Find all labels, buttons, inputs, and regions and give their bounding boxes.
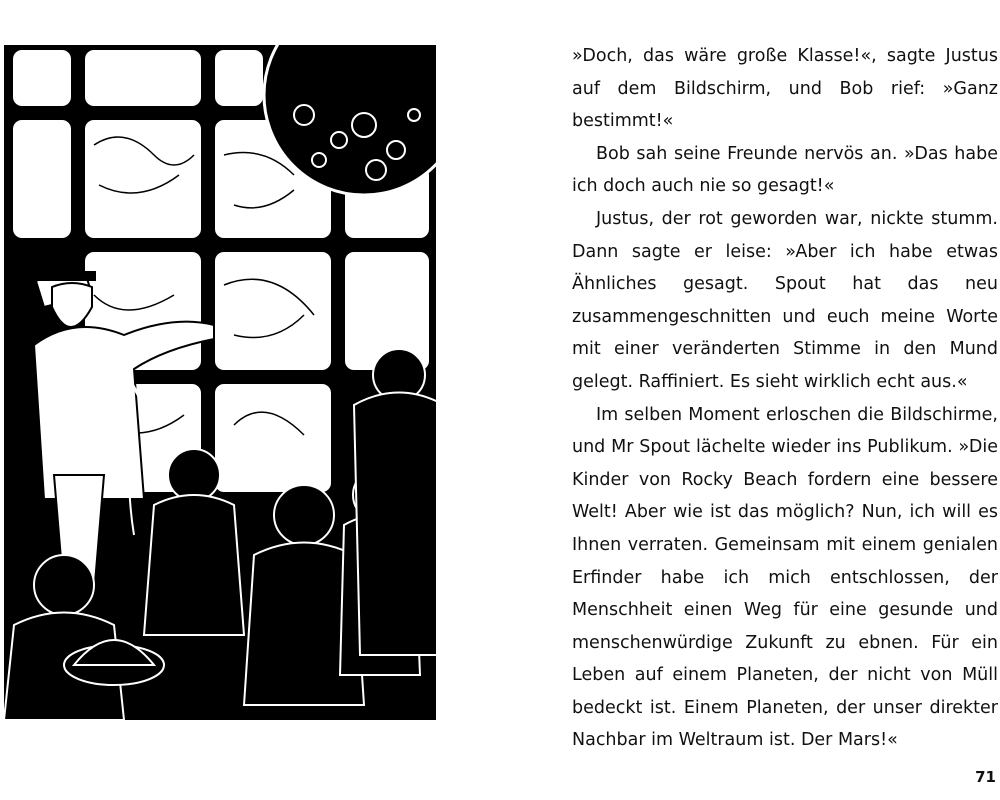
comic-illustration xyxy=(4,45,436,720)
paragraph: Bob sah seine Freunde nervös an. »Das habe ich doch auch nie so gesagt!« xyxy=(572,143,998,197)
paragraph: Im selben Moment erloschen die Bildschirme, und Mr Spout lächelte wieder ins Publikum. »Die Kinder von Rocky Beach fordern eine bessere Welt! Aber wie ist das möglich? Nun, ich will es Ihnen verraten. Gemeinsam mit einem genialen Erfinder habe ich mich entschlossen, der Menschheit einen Weg für eine gesunde und menschenwürdige Zukunft zu ebnen. Für ein Leben auf einem Planeten, der nicht von Müll bedeckt ist. Einem Planeten, der unser direkter Nachbar im Weltraum ist. Der Mars!« xyxy=(572,404,998,751)
body-text xyxy=(572,40,998,757)
page-number: 71 xyxy=(975,768,996,786)
paragraph: Justus, der rot geworden war, nickte stumm. Dann sagte er leise: »Aber ich habe etwas Ähnliches gesagt. Spout hat das neu zusammengeschnitten und euch meine Worte mit einer veränderten Stimme in den Mund gelegt. Raffiniert. Es sieht wirklich echt aus.« xyxy=(572,208,998,392)
paragraph: »Doch, das wäre große Klasse!«, sagte Justus auf dem Bildschirm, und Bob rief: »Ganz bestimmt!« xyxy=(572,46,998,132)
